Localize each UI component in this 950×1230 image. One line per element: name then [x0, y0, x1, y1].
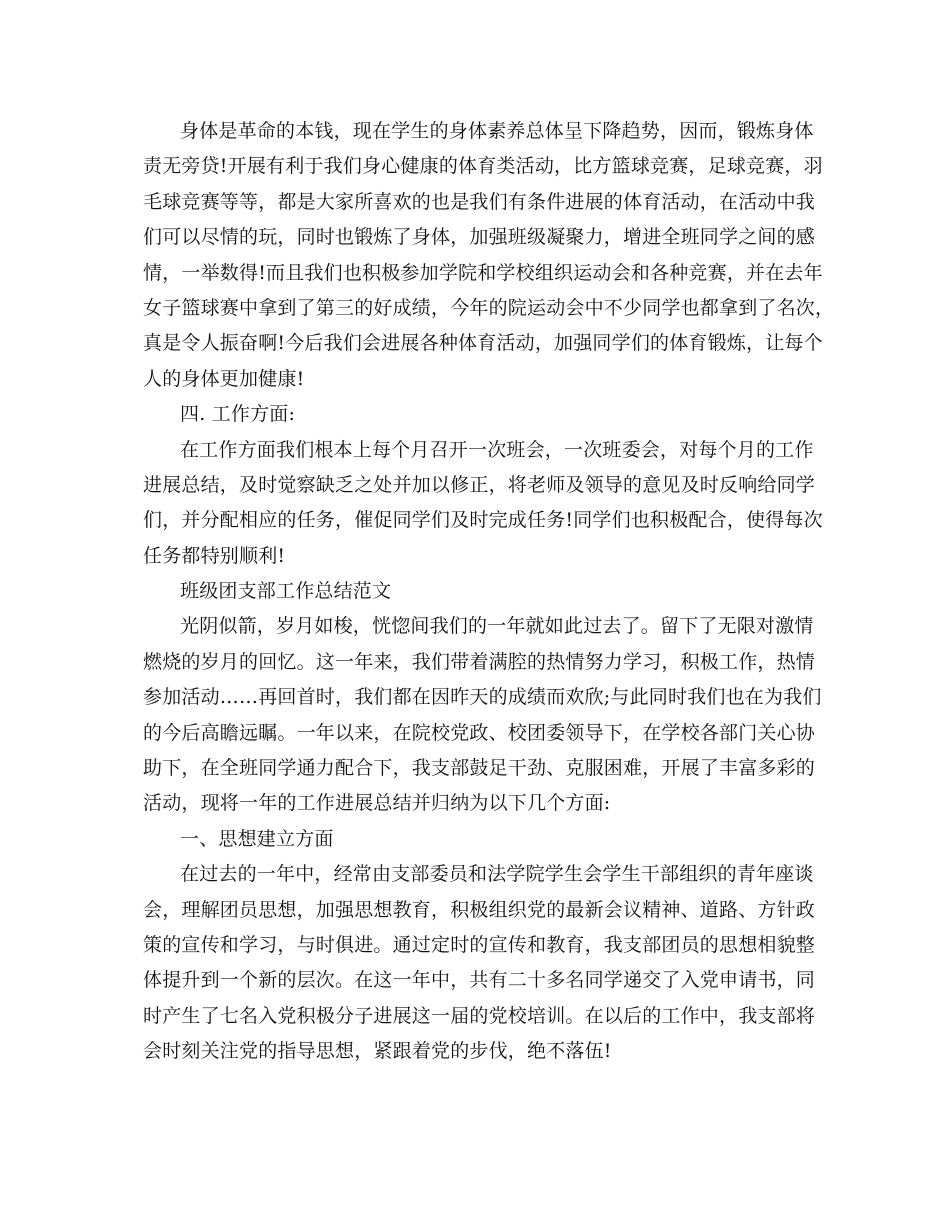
text-line: 光阴似箭，岁月如梭，恍惚间我们的一年就如此过去了。留下了无限对激情: [180, 615, 814, 638]
text-line: 四. 工作方面:: [180, 403, 296, 426]
text-line: 们可以尽情的玩，同时也锻炼了身体，加强班级凝聚力，增进全班同学之间的感: [143, 226, 816, 249]
text-line: 会，理解团员思想，加强思想教育，积极组织党的最新会议精神、道路、方针政: [143, 898, 816, 921]
text-line: 的今后高瞻远瞩。一年以来，在院校党政、校团委领导下，在学校各部门关心协: [143, 721, 816, 744]
text-line: 情，一举数得!而且我们也积极参加学院和学校组织运动会和各种竞赛，并在去年: [143, 261, 823, 284]
text-line: 在过去的一年中，经常由支部委员和法学院学生会学生干部组织的青年座谈: [180, 863, 814, 886]
text-line: 参加活动……再回首时，我们都在因昨天的成绩而欢欣;与此同时我们也在为我们: [143, 686, 822, 709]
text-line: 真是令人振奋啊!今后我们会进展各种体育活动，加强同学们的体育锻炼，让每个: [143, 332, 823, 355]
text-line: 策的宣传和学习，与时俱进。通过定时的宣传和教育，我支部团员的思想相貌整: [143, 933, 816, 956]
text-line: 燃烧的岁月的回忆。这一年来，我们带着满腔的热情努力学习，积极工作，热情: [143, 650, 816, 673]
text-line: 时产生了七名入党积极分子进展这一届的党校培训。在以后的工作中，我支部将: [143, 1004, 816, 1027]
text-line: 班级团支部工作总结范文: [180, 580, 392, 603]
text-line: 毛球竞赛等等，都是大家所喜欢的也是我们有条件进展的体育活动，在活动中我: [143, 190, 816, 213]
text-line: 责无旁贷!开展有利于我们身心健康的体育类活动，比方篮球竞赛，足球竞赛，羽: [143, 155, 823, 178]
text-line: 体提升到一个新的层次。在这一年中，共有二十多名同学递交了入党申请书，同: [143, 969, 816, 992]
text-line: 们，并分配相应的任务，催促同学们及时完成任务!同学们也积极配合，使得每次: [143, 509, 823, 532]
text-line: 人的身体更加健康!: [143, 367, 305, 390]
text-line: 女子篮球赛中拿到了第三的好成绩，今年的院运动会中不少同学也都拿到了名次，: [143, 296, 835, 319]
document-body: [143, 114, 835, 1070]
text-line: 助下，在全班同学通力配合下，我支部鼓足干劲、克服困难，开展了丰富多彩的: [143, 757, 816, 780]
text-line: 身体是革命的本钱，现在学生的身体素养总体呈下降趋势，因而，锻炼身体: [180, 120, 814, 142]
text-line: 任务都特别顺利!: [143, 544, 286, 567]
text-line: 会时刻关注党的指导思想，紧跟着党的步伐，绝不落伍!: [143, 1040, 612, 1063]
text-line: 进展总结，及时觉察缺乏之处并加以修正，将老师及领导的意见及时反响给同学: [143, 473, 816, 496]
text-line: 在工作方面我们根本上每个月召开一次班会，一次班委会，对每个月的工作: [180, 438, 814, 461]
text-line: 活动，现将一年的工作进展总结并归纳为以下几个方面:: [143, 792, 611, 815]
text-line: 一、思想建立方面: [180, 827, 334, 850]
